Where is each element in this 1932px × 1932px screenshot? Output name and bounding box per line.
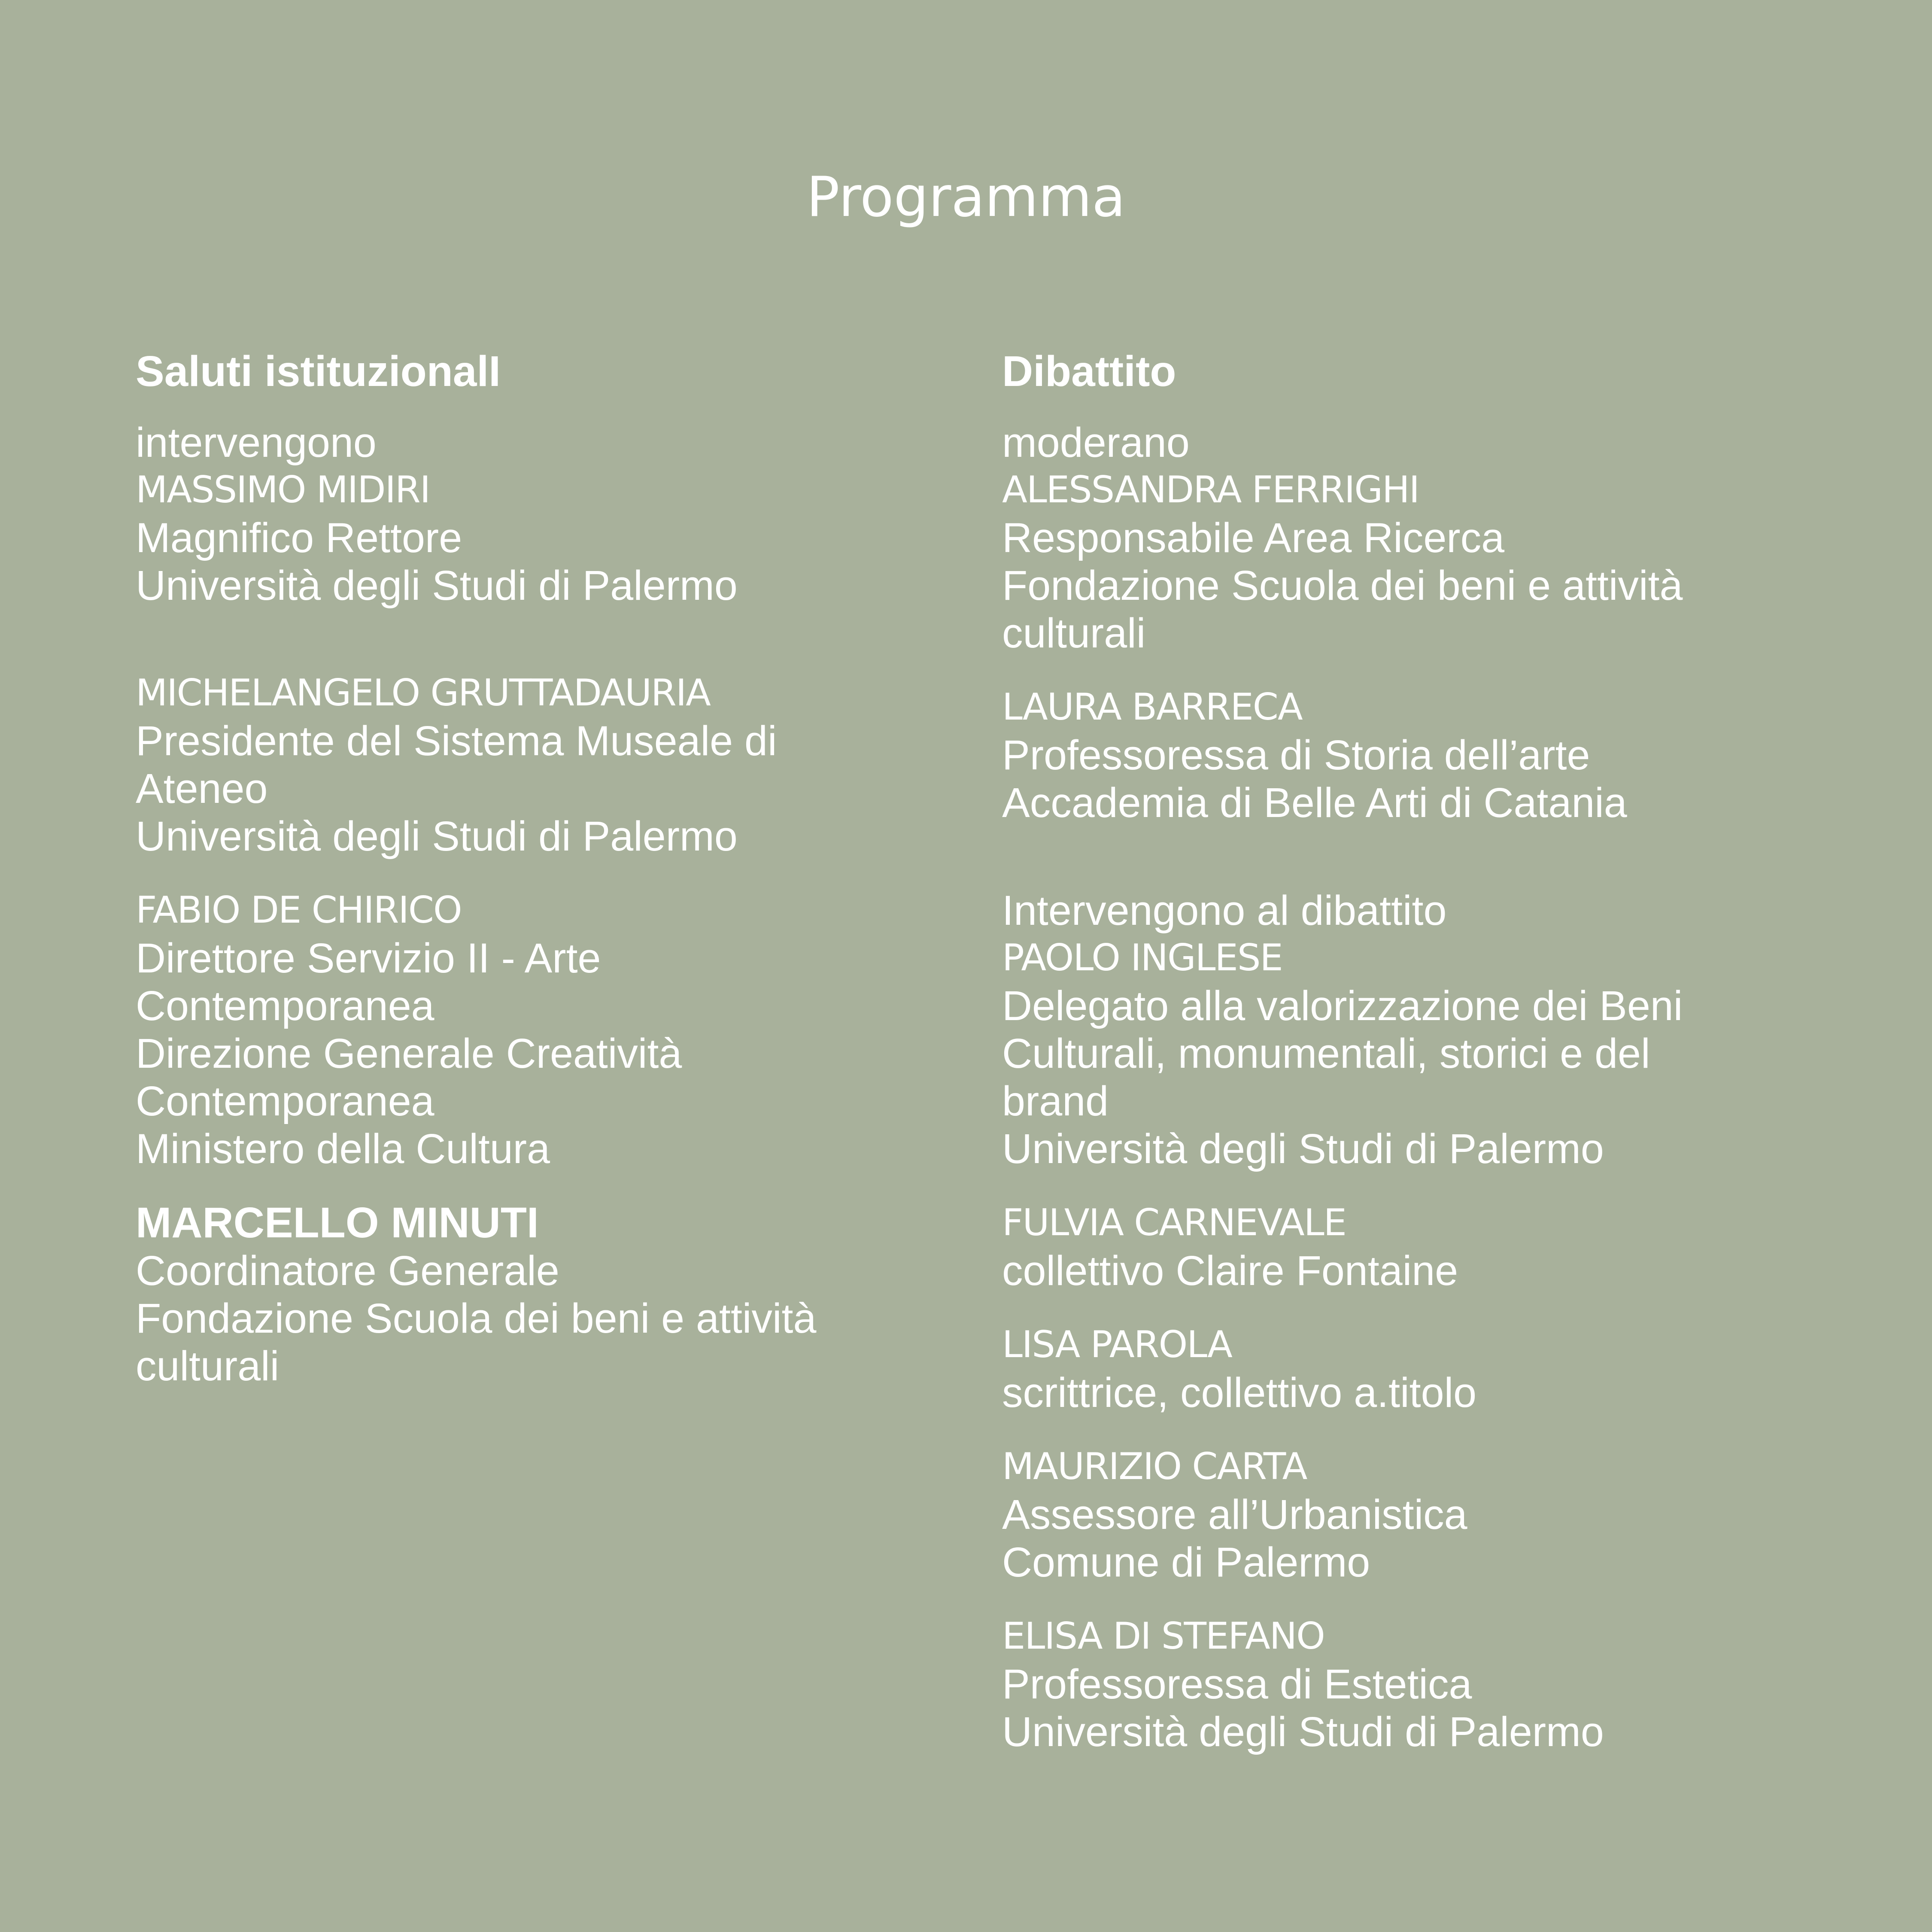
speaker-entry xyxy=(1002,934,1818,1173)
speaker-affiliation: Università degli Studi di Palermo xyxy=(1002,1708,1604,1755)
speaker-role: Ateneo xyxy=(136,765,268,812)
speaker-role: Presidente del Sistema Museale di xyxy=(136,717,777,764)
speaker-role: Professoressa di Estetica xyxy=(1002,1661,1472,1707)
section-lead: intervengono xyxy=(136,419,377,466)
speaker-affiliation: Fondazione Scuola dei beni e attività xyxy=(136,1295,817,1342)
speaker-name: ELISA DI STEFANO xyxy=(1002,1615,1324,1658)
page-title: Programma xyxy=(806,165,1126,229)
speaker-affiliation: Direzione Generale Creatività xyxy=(136,1030,682,1077)
speaker-role: collettivo Claire Fontaine xyxy=(1002,1247,1458,1294)
speaker-affiliation: Università degli Studi di Palermo xyxy=(1002,1125,1604,1172)
speaker-name: FULVIA CARNEVALE xyxy=(1002,1201,1346,1244)
speaker-name: LAURA BARRECA xyxy=(1002,686,1302,729)
speaker-name: FABIO DE CHIRICO xyxy=(136,889,462,932)
section-heading: Dibattito xyxy=(1002,347,1176,395)
speaker-role: Responsabile Area Ricerca xyxy=(1002,514,1505,561)
speaker-affiliation: Comune di Palermo xyxy=(1002,1539,1370,1586)
speaker-affiliation: Università degli Studi di Palermo xyxy=(136,813,738,860)
institutional-greetings-column xyxy=(136,346,926,1416)
speaker-affiliation: Università degli Studi di Palermo xyxy=(136,562,738,609)
speaker-name: MICHELANGELO GRUTTADAURIA xyxy=(136,671,711,714)
section-heading: Saluti istituzionalI xyxy=(136,347,501,395)
speaker-entry xyxy=(136,466,926,609)
speaker-role: brand xyxy=(1002,1078,1109,1124)
speaker-name: LISA PAROLA xyxy=(1002,1323,1232,1366)
speaker-name: MASSIMO MIDIRI xyxy=(136,468,430,511)
moderator-entry xyxy=(1002,466,1818,657)
speaker-entry xyxy=(1002,1199,1818,1294)
speaker-role: Delegato alla valorizzazione dei Beni xyxy=(1002,982,1683,1029)
speaker-role: Direttore Servizio II - Arte xyxy=(136,935,601,981)
speaker-affiliation: culturali xyxy=(136,1343,279,1389)
speaker-role: Assessore all’Urbanistica xyxy=(1002,1491,1467,1538)
speaker-affiliation: Ministero della Cultura xyxy=(136,1125,550,1172)
speaker-entry xyxy=(1002,1443,1818,1586)
speaker-role: Culturali, monumentali, storici e del xyxy=(1002,1030,1650,1077)
speaker-entry xyxy=(1002,1613,1818,1756)
speaker-affiliation: Fondazione Scuola dei beni e attività xyxy=(1002,562,1683,609)
speaker-role: Professoressa di Storia dell’arte xyxy=(1002,732,1590,778)
speaker-role: scrittrice, collettivo a.titolo xyxy=(1002,1369,1477,1416)
debate-column xyxy=(1002,346,1818,1782)
speaker-name: MAURIZIO CARTA xyxy=(1002,1445,1307,1488)
section-lead: Intervengono al dibattito xyxy=(1002,887,1447,934)
speaker-entry xyxy=(136,887,926,1173)
speaker-entry xyxy=(1002,1321,1818,1416)
speaker-role: Contemporanea xyxy=(136,982,434,1029)
speaker-name: PAOLO INGLESE xyxy=(1002,936,1282,979)
speaker-entry xyxy=(136,1199,926,1390)
speaker-name: MARCELLO MINUTI xyxy=(136,1199,539,1247)
speaker-affiliation: culturali xyxy=(1002,610,1146,656)
speaker-affiliation: Accademia di Belle Arti di Catania xyxy=(1002,779,1627,826)
moderator-entry xyxy=(1002,683,1818,826)
speaker-role: Coordinatore Generale xyxy=(136,1247,559,1294)
speaker-name: ALESSANDRA FERRIGHI xyxy=(1002,468,1419,511)
speaker-affiliation: Contemporanea xyxy=(136,1078,434,1124)
speaker-entry xyxy=(136,669,926,860)
section-lead: moderano xyxy=(1002,419,1190,466)
speaker-role: Magnifico Rettore xyxy=(136,514,462,561)
